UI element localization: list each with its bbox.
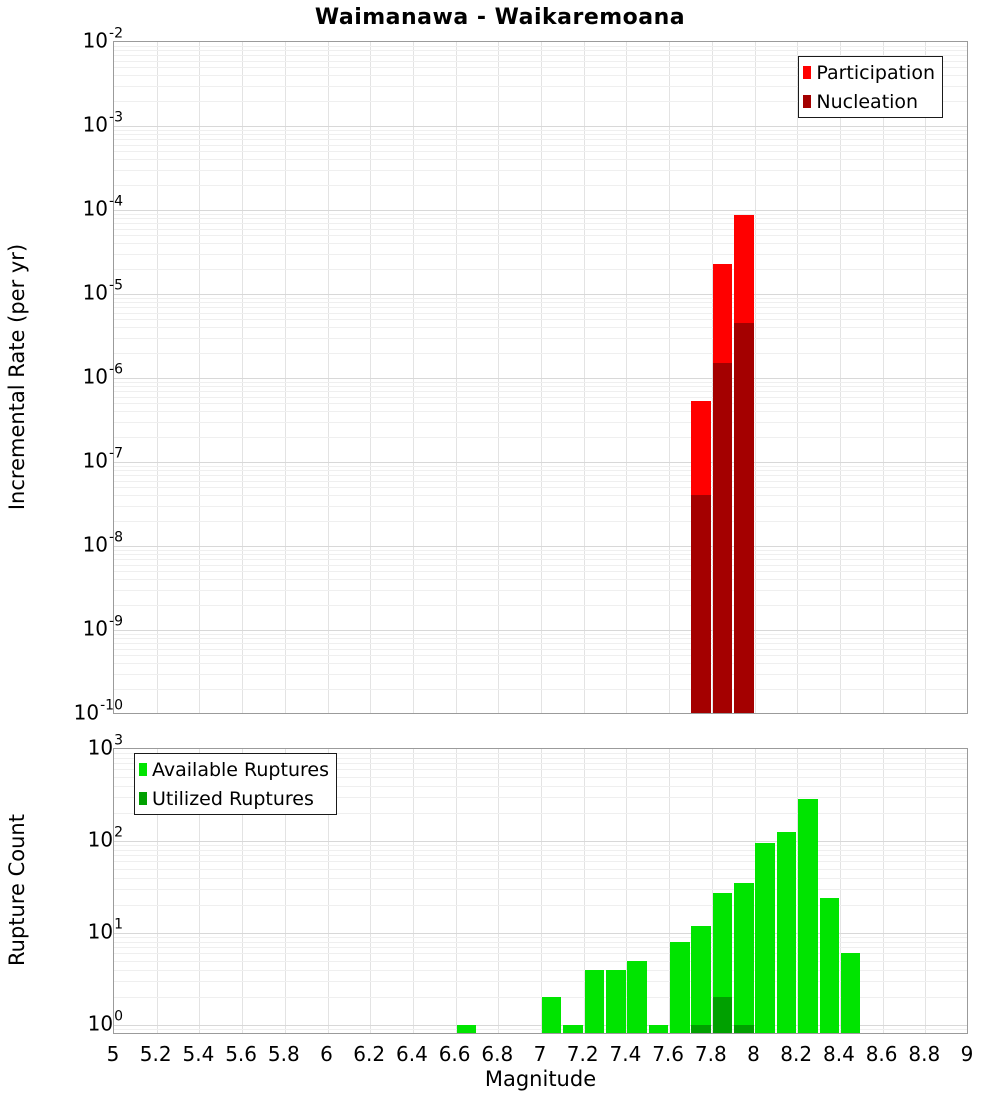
gridline-minor (114, 470, 967, 471)
x-tick-label: 6.8 (481, 1042, 514, 1066)
x-tick-label: 9 (960, 1042, 974, 1066)
gridline-minor (114, 947, 967, 948)
legend-row-participation (803, 58, 935, 87)
gridline-minor (114, 382, 967, 383)
legend-row-nucleation (803, 87, 935, 116)
gridline-minor (114, 298, 967, 299)
x-tick-label: 6.2 (353, 1042, 386, 1066)
gridline-minor (114, 319, 967, 320)
gridline-major (114, 126, 967, 127)
available-ruptures-bar (777, 832, 797, 1034)
x-tick-label: 7.6 (652, 1042, 684, 1066)
chart-title: Waimanawa - Waikaremoana (314, 5, 686, 30)
gridline-vertical (456, 749, 457, 1033)
x-tick-label: 6 (320, 1042, 333, 1066)
rate-legend (798, 56, 943, 118)
gridline-minor (114, 487, 967, 488)
gridline-minor (114, 878, 967, 879)
gridline-minor (114, 214, 967, 215)
gridline-vertical (370, 749, 371, 1033)
rate-plot-area (113, 41, 968, 714)
gridline-minor (114, 997, 967, 998)
y-tick-label: $10^{-7}$ (82, 445, 123, 473)
nucleation-bar (713, 363, 733, 714)
gridline-minor (114, 506, 967, 507)
gridline-minor (114, 302, 967, 303)
gridline-major (114, 841, 967, 842)
gridline-minor (114, 850, 967, 851)
gridline-minor (114, 638, 967, 639)
gridline-minor (114, 981, 967, 982)
gridline-minor (114, 139, 967, 140)
gridline-minor (114, 243, 967, 244)
gridline-minor (114, 269, 967, 270)
gridline-minor (114, 411, 967, 412)
gridline-minor (114, 649, 967, 650)
gridline-minor (114, 235, 967, 236)
gridline-vertical (413, 749, 414, 1033)
count-axis-label: Rupture Count (5, 814, 29, 966)
gridline-minor (114, 254, 967, 255)
available-ruptures-bar (649, 1025, 669, 1034)
gridline-minor (114, 475, 967, 476)
y-tick-label: $10^3$ (87, 732, 123, 760)
available-ruptures-legend-label: Available Ruptures (152, 758, 329, 781)
participation-legend-label: Participation (816, 61, 935, 84)
gridline-minor (114, 481, 967, 482)
y-tick-label: $10^{-5}$ (82, 277, 123, 305)
gridline-minor (114, 655, 967, 656)
utilized-ruptures-bar (691, 1025, 711, 1034)
available-ruptures-bar (670, 942, 690, 1034)
available-ruptures-bar (841, 953, 861, 1034)
gridline-minor (114, 937, 967, 938)
available-ruptures-bar (755, 843, 775, 1034)
x-tick-label: 5 (106, 1042, 120, 1066)
nucleation-legend-label: Nucleation (816, 90, 919, 113)
x-tick-label: 5.8 (267, 1042, 300, 1066)
gridline-vertical (925, 749, 926, 1033)
legend-row-available (139, 755, 329, 784)
gridline-minor (114, 1029, 967, 1030)
gridline-minor (114, 861, 967, 862)
gridline-minor (114, 674, 967, 675)
gridline-minor (114, 579, 967, 580)
x-tick-label: 5.2 (139, 1042, 172, 1066)
x-tick-label: 7.8 (694, 1042, 727, 1066)
gridline-minor (114, 689, 967, 690)
gridline-minor (114, 46, 967, 47)
gridline-vertical (541, 749, 542, 1033)
available-ruptures-bar (563, 1025, 583, 1034)
gridline-minor (114, 571, 967, 572)
x-tick-label: 8.4 (822, 1042, 855, 1066)
y-tick-label: $10^0$ (87, 1008, 123, 1036)
gridline-minor (114, 550, 967, 551)
y-tick-label: $10^{-8}$ (82, 529, 123, 557)
gridline-minor (114, 185, 967, 186)
x-tick-label: 5.4 (182, 1042, 215, 1066)
gridline-minor (114, 942, 967, 943)
x-tick-label: 7 (533, 1042, 547, 1066)
gridline-minor (114, 422, 967, 423)
gridline-minor (114, 338, 967, 339)
utilized-ruptures-legend-label: Utilized Ruptures (152, 787, 314, 810)
gridline-minor (114, 466, 967, 467)
gridline-major (114, 1025, 967, 1026)
gridline-minor (114, 554, 967, 555)
y-tick-label: $10^{-2}$ (82, 25, 123, 53)
available-ruptures-bar (457, 1025, 477, 1034)
gridline-minor (114, 634, 967, 635)
gridline-major (114, 210, 967, 211)
available-ruptures-bar (542, 997, 562, 1034)
gridline-minor (114, 353, 967, 354)
y-tick-label: $10^1$ (87, 916, 123, 944)
gridline-major (114, 630, 967, 631)
x-tick-label: 8.6 (865, 1042, 898, 1066)
gridline-minor (114, 218, 967, 219)
gridline-minor (114, 961, 967, 962)
available-ruptures-bar (820, 898, 840, 1034)
rate-axis-label: Incremental Rate (per yr) (5, 243, 29, 511)
x-tick-label: 5.6 (225, 1042, 257, 1066)
gridline-minor (114, 229, 967, 230)
gridline-minor (114, 397, 967, 398)
nucleation-bar (691, 495, 711, 714)
available-ruptures-bar (585, 970, 605, 1034)
magnitude-axis-label: Magnitude (484, 1067, 597, 1091)
utilized-ruptures-bar (713, 997, 733, 1034)
gridline-minor (114, 327, 967, 328)
gridline-minor (114, 307, 967, 308)
gridline-minor (114, 869, 967, 870)
x-tick-label: 6.6 (438, 1042, 471, 1066)
gridline-minor (114, 521, 967, 522)
gridline-vertical (883, 749, 884, 1033)
x-tick-label: 6.4 (395, 1042, 428, 1066)
gridline-minor (114, 313, 967, 314)
y-tick-label: $10^{-4}$ (82, 193, 123, 221)
gridline-major (114, 933, 967, 934)
y-tick-label: $10^{-6}$ (82, 361, 123, 389)
participation-swatch (803, 66, 811, 79)
gridline-minor (114, 495, 967, 496)
y-tick-label: $10^2$ (87, 824, 123, 852)
gridline-minor (114, 605, 967, 606)
x-tick-label: 8.2 (780, 1042, 813, 1066)
gridline-minor (114, 50, 967, 51)
count-plot-area (113, 748, 968, 1034)
gridline-minor (114, 559, 967, 560)
gridline-vertical (498, 749, 499, 1033)
gridline-minor (114, 145, 967, 146)
y-tick-label: $10^{-10}$ (73, 697, 123, 725)
gridline-minor (114, 403, 967, 404)
gridline-minor (114, 437, 967, 438)
y-tick-label: $10^{-9}$ (82, 613, 123, 641)
gridline-minor (114, 170, 967, 171)
gridline-minor (114, 845, 967, 846)
x-tick-label: 8.8 (908, 1042, 941, 1066)
gridline-minor (114, 643, 967, 644)
gridline-minor (114, 159, 967, 160)
legend-row-utilized (139, 784, 329, 813)
count-legend (134, 753, 337, 815)
utilized-ruptures-bar (734, 1025, 754, 1034)
x-tick-label: 8 (747, 1042, 760, 1066)
utilized-ruptures-swatch (139, 792, 147, 805)
gridline-minor (114, 391, 967, 392)
available-ruptures-bar (606, 970, 626, 1034)
available-ruptures-swatch (139, 763, 147, 776)
gridline-minor (114, 889, 967, 890)
available-ruptures-bar (627, 961, 647, 1034)
gridline-minor (114, 386, 967, 387)
gridline-major (114, 294, 967, 295)
gridline-minor (114, 565, 967, 566)
gridline-minor (114, 953, 967, 954)
gridline-minor (114, 590, 967, 591)
nucleation-bar (734, 323, 754, 714)
x-tick-label: 7.4 (609, 1042, 642, 1066)
nucleation-swatch (803, 95, 811, 108)
gridline-major (114, 462, 967, 463)
gridline-minor (114, 223, 967, 224)
available-ruptures-bar (734, 883, 754, 1034)
gridline-minor (114, 855, 967, 856)
y-tick-label: $10^{-3}$ (82, 109, 123, 137)
available-ruptures-bar (798, 799, 818, 1034)
gridline-minor (114, 134, 967, 135)
x-tick-label: 7.2 (566, 1042, 599, 1066)
available-ruptures-bar (691, 926, 711, 1034)
gridline-minor (114, 151, 967, 152)
gridline-major (114, 378, 967, 379)
gridline-minor (114, 905, 967, 906)
gridline-minor (114, 663, 967, 664)
gridline-major (114, 546, 967, 547)
gridline-minor (114, 130, 967, 131)
gridline-minor (114, 970, 967, 971)
